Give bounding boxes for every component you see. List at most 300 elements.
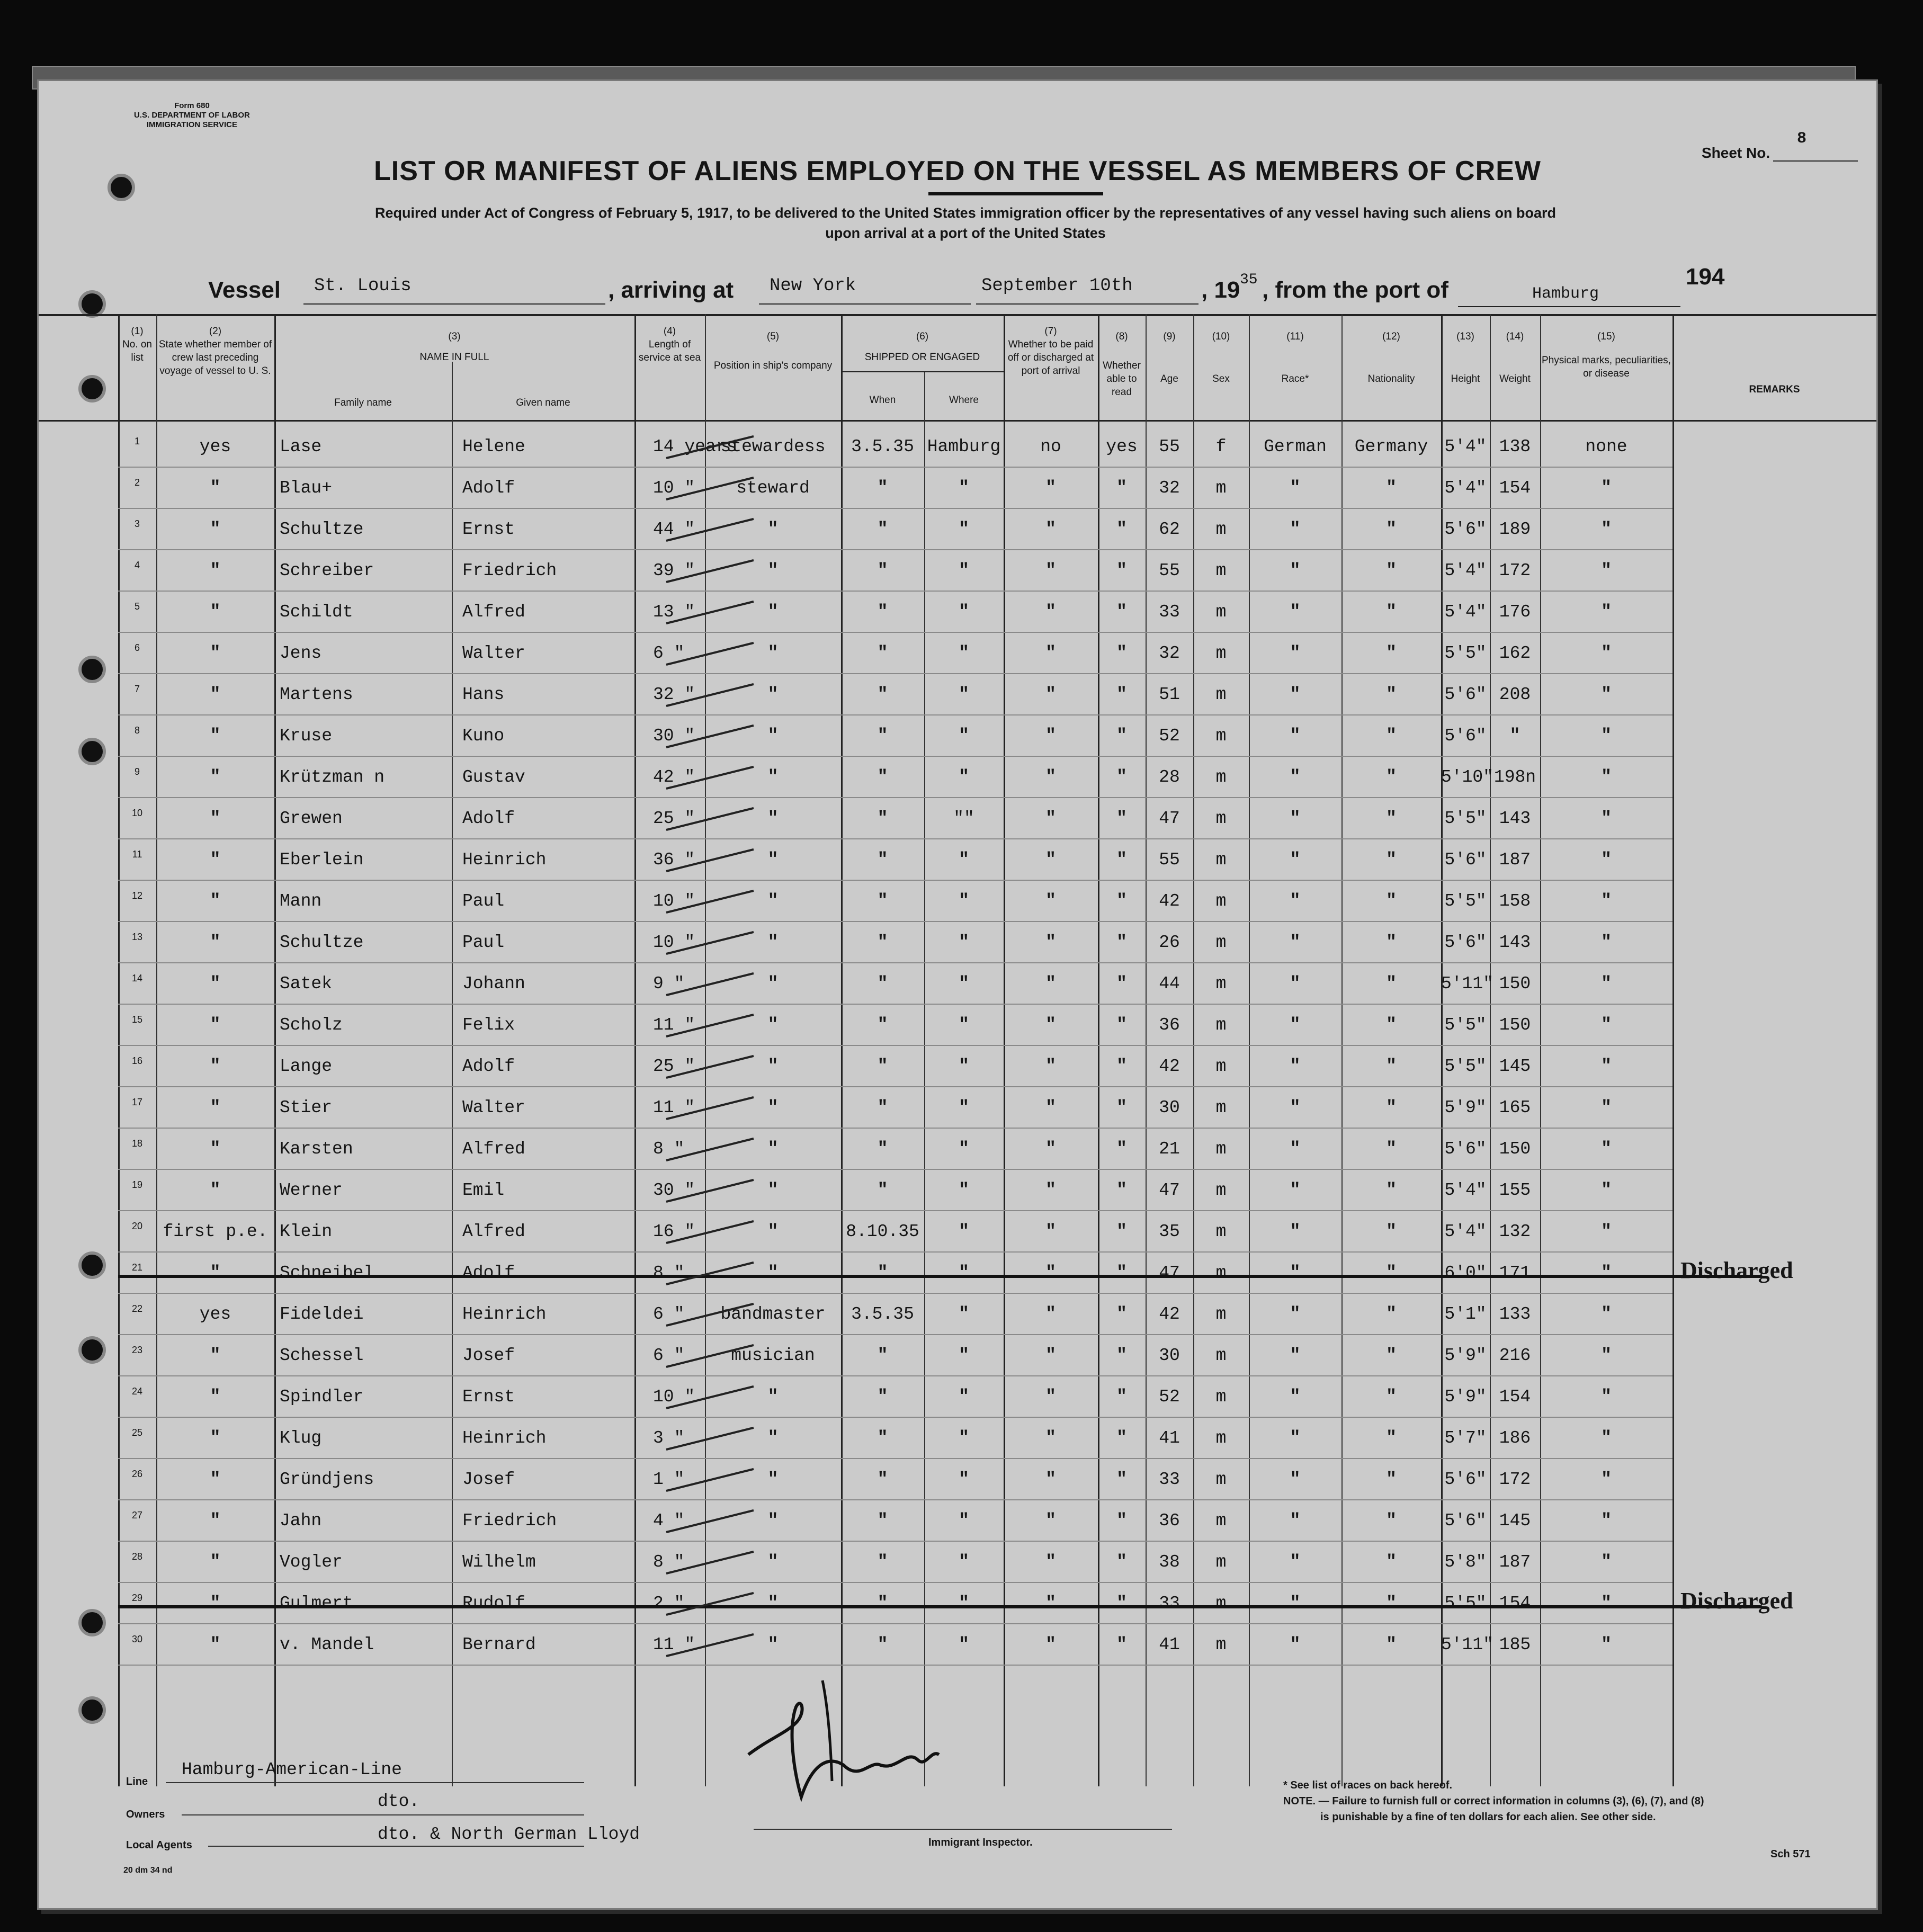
cell-voyage: " <box>210 1263 221 1283</box>
cell-paid: " <box>1045 478 1056 498</box>
cell-height: 5'6" <box>1444 685 1487 704</box>
cell-race: " <box>1290 809 1301 828</box>
col12-header <box>1341 330 1441 386</box>
cell-marks: " <box>1601 602 1612 622</box>
cell-service: 8 " <box>653 1139 685 1159</box>
cell-when: " <box>877 1263 888 1283</box>
cell-position: " <box>767 1222 779 1241</box>
cell-family: Scholz <box>280 1015 343 1035</box>
cell-when: " <box>877 1470 888 1489</box>
binder-hole-icon <box>78 1696 106 1724</box>
cell-given: Emil <box>462 1180 505 1200</box>
cell-marks: " <box>1601 1222 1612 1241</box>
cell-height: 5'4" <box>1444 561 1487 580</box>
cell-race: " <box>1290 1057 1301 1076</box>
cell-marks: none <box>1585 437 1627 457</box>
owners-label: Owners <box>126 1809 165 1820</box>
cell-height: 5'9" <box>1444 1098 1487 1117</box>
cell-where: " <box>959 602 969 622</box>
cell-nationality: " <box>1386 1552 1397 1572</box>
cell-height: 5'7" <box>1444 1428 1487 1448</box>
col13-title: Height <box>1451 373 1480 384</box>
cell-nationality: Germany <box>1354 437 1428 457</box>
arrival-date: September 10th <box>981 276 1133 296</box>
cell-age: 32 <box>1159 478 1180 498</box>
cell-weight: 154 <box>1499 478 1531 498</box>
cell-voyage: " <box>210 933 221 952</box>
cell-marks: " <box>1601 809 1612 828</box>
cell-where: " <box>959 891 969 911</box>
agents-value: dto. & North German Lloyd <box>378 1824 640 1844</box>
cell-paid: no <box>1040 437 1061 457</box>
cell-family: Krützman n <box>280 767 385 787</box>
cell-position: " <box>767 1139 779 1159</box>
cell-marks: " <box>1601 643 1612 663</box>
cell-height: 5'1" <box>1444 1304 1487 1324</box>
cell-nationality: " <box>1386 520 1397 539</box>
cell-nationality: " <box>1386 767 1397 787</box>
cell-voyage: " <box>210 767 221 787</box>
cell-service: 30 " <box>653 1180 695 1200</box>
binder-hole-icon <box>78 1251 106 1279</box>
cell-read: " <box>1116 809 1127 828</box>
row-number: 17 <box>131 1097 143 1107</box>
cell-weight: 176 <box>1499 602 1531 622</box>
cell-race: " <box>1290 1511 1301 1531</box>
inspector-underline <box>754 1829 1172 1830</box>
col8-header <box>1098 330 1146 399</box>
cell-nationality: " <box>1386 1304 1397 1324</box>
arriving-label: , arriving at <box>608 277 734 303</box>
cell-weight: 216 <box>1499 1346 1531 1365</box>
line-label: Line <box>126 1776 148 1787</box>
row-number: 30 <box>131 1634 143 1644</box>
cell-family: Schildt <box>280 602 353 622</box>
cell-nationality: " <box>1386 809 1397 828</box>
cell-sex: m <box>1215 1180 1227 1200</box>
cell-weight: 143 <box>1499 933 1531 952</box>
cell-given: Alfred <box>462 1222 525 1241</box>
column-divider <box>118 314 120 1786</box>
cell-paid: " <box>1045 891 1056 911</box>
cell-height: 5'4" <box>1444 478 1487 498</box>
row-number: 24 <box>131 1386 143 1397</box>
cell-marks: " <box>1601 1552 1612 1572</box>
col9-number: (9) <box>1163 331 1176 342</box>
cell-marks: " <box>1601 726 1612 746</box>
cell-nationality: " <box>1386 850 1397 870</box>
cell-nationality: " <box>1386 1098 1397 1117</box>
row-rule <box>118 467 1672 468</box>
cell-race: " <box>1290 1180 1301 1200</box>
cell-where: " <box>959 933 969 952</box>
cell-voyage: " <box>210 1552 221 1572</box>
cell-voyage: " <box>210 520 221 539</box>
cell-service: 11 " <box>653 1635 695 1654</box>
row-number: 23 <box>131 1345 143 1355</box>
print-code: 20 dm 34 nd <box>123 1866 173 1875</box>
cell-where: " <box>959 1387 969 1407</box>
cell-race: " <box>1290 1635 1301 1654</box>
cell-voyage: " <box>210 685 221 704</box>
cell-position: " <box>767 726 779 746</box>
cell-race: " <box>1290 1098 1301 1117</box>
cell-age: 42 <box>1159 1304 1180 1324</box>
cell-where: " <box>959 1511 969 1531</box>
cell-paid: " <box>1045 1057 1056 1076</box>
cell-race: " <box>1290 1139 1301 1159</box>
cell-read: " <box>1116 1263 1127 1283</box>
cell-read: " <box>1116 478 1127 498</box>
col5-title: Position in ship's company <box>713 360 833 371</box>
cell-nationality: " <box>1386 1511 1397 1531</box>
cell-when: " <box>877 520 888 539</box>
cell-marks: " <box>1601 1263 1612 1283</box>
column-divider <box>274 314 276 1786</box>
col14-header <box>1490 330 1540 386</box>
row-number: 28 <box>131 1551 143 1562</box>
row-rule <box>118 549 1672 550</box>
cell-sex: m <box>1215 726 1227 746</box>
cell-weight: 150 <box>1499 1139 1531 1159</box>
cell-read: " <box>1116 602 1127 622</box>
cell-read: " <box>1116 561 1127 580</box>
cell-where: " <box>959 1015 969 1035</box>
cell-service: 11 " <box>653 1015 695 1035</box>
cell-marks: " <box>1601 850 1612 870</box>
cell-sex: m <box>1215 602 1227 622</box>
cell-marks: " <box>1601 767 1612 787</box>
cell-sex: m <box>1215 1057 1227 1076</box>
races-note: * See list of races on back hereof. <box>1283 1779 1453 1791</box>
cell-weight: 132 <box>1499 1222 1531 1241</box>
row-number: 2 <box>134 477 140 488</box>
arriving-port: New York <box>770 276 856 296</box>
cell-read: " <box>1116 1594 1127 1613</box>
cell-where: " <box>959 520 969 539</box>
cell-weight: 133 <box>1499 1304 1531 1324</box>
cell-when: " <box>877 561 888 580</box>
cell-nationality: " <box>1386 1346 1397 1365</box>
cell-position: " <box>767 809 779 828</box>
cell-paid: " <box>1045 1470 1056 1489</box>
cell-service: 11 " <box>653 1098 695 1117</box>
cell-where: " <box>959 478 969 498</box>
cell-height: 5'4" <box>1444 437 1487 457</box>
cell-read: " <box>1116 1139 1127 1159</box>
cell-race: " <box>1290 1552 1301 1572</box>
cell-weight: 189 <box>1499 520 1531 539</box>
port-underline <box>1458 306 1680 307</box>
cell-where: " <box>959 1263 969 1283</box>
cell-height: 5'5" <box>1444 809 1487 828</box>
cell-given: Gustav <box>462 767 525 787</box>
cell-age: 55 <box>1159 437 1180 457</box>
cell-given: Paul <box>462 891 505 911</box>
cell-voyage: first p.e. <box>163 1222 268 1241</box>
form-number: Form 680 <box>174 101 210 110</box>
cell-marks: " <box>1601 891 1612 911</box>
cell-read: " <box>1116 1428 1127 1448</box>
manifest-sheet <box>37 79 1878 1910</box>
agents-label: Local Agents <box>126 1839 192 1851</box>
row-number: 4 <box>134 560 140 570</box>
row-rule <box>118 880 1672 881</box>
cell-given: Adolf <box>462 1057 515 1076</box>
cell-age: 38 <box>1159 1552 1180 1572</box>
cell-read: " <box>1116 974 1127 994</box>
cell-voyage: " <box>210 809 221 828</box>
cell-age: 41 <box>1159 1635 1180 1654</box>
col6-title: SHIPPED OR ENGAGED <box>864 352 980 363</box>
cell-read: " <box>1116 1304 1127 1324</box>
column-divider <box>452 362 453 1786</box>
cell-where: " <box>959 1428 969 1448</box>
binder-hole-icon <box>78 738 106 765</box>
cell-family: Fideldei <box>280 1304 364 1324</box>
col9-title: Age <box>1160 373 1178 384</box>
cell-age: 32 <box>1159 643 1180 663</box>
cell-age: 47 <box>1159 809 1180 828</box>
row-rule <box>118 673 1672 674</box>
cell-given: Hans <box>462 685 505 704</box>
title-rule <box>928 192 1103 195</box>
cell-where: " <box>959 767 969 787</box>
cell-family: Karsten <box>280 1139 353 1159</box>
cell-read: " <box>1116 1015 1127 1035</box>
cell-weight: 185 <box>1499 1635 1531 1654</box>
cell-where: " <box>959 726 969 746</box>
cell-age: 55 <box>1159 850 1180 870</box>
cell-given: Heinrich <box>462 1428 547 1448</box>
cell-family: Martens <box>280 685 353 704</box>
col7-title: Whether to be paid off or discharged at port of arrival <box>1007 339 1094 377</box>
cell-where: " <box>959 643 969 663</box>
cell-where: " <box>959 1304 969 1324</box>
cell-height: 5'6" <box>1444 850 1487 870</box>
cell-where: " <box>959 1180 969 1200</box>
cell-given: Alfred <box>462 602 525 622</box>
cell-where: " <box>959 1222 969 1241</box>
cell-position: " <box>767 1180 779 1200</box>
cell-nationality: " <box>1386 1180 1397 1200</box>
cell-read: " <box>1116 685 1127 704</box>
row-rule <box>118 1210 1672 1211</box>
col13-header <box>1441 330 1490 386</box>
cell-height: 5'4" <box>1444 602 1487 622</box>
cell-nationality: " <box>1386 1635 1397 1654</box>
cell-read: " <box>1116 1387 1127 1407</box>
cell-voyage: " <box>210 643 221 663</box>
shipped-subheader-rule <box>841 371 1004 372</box>
cell-voyage: " <box>210 1387 221 1407</box>
row-rule <box>118 1128 1672 1129</box>
cell-service: 30 " <box>653 726 695 746</box>
row-number: 19 <box>131 1179 143 1190</box>
col11-number: (11) <box>1286 331 1304 342</box>
row-rule <box>118 1582 1672 1583</box>
col4-title: Length of service at sea <box>638 339 701 363</box>
cell-sex: m <box>1215 850 1227 870</box>
cell-race: " <box>1290 933 1301 952</box>
cell-when: " <box>877 1139 888 1159</box>
cell-sex: m <box>1215 933 1227 952</box>
cell-paid: " <box>1045 726 1056 746</box>
cell-where: " <box>959 850 969 870</box>
cell-paid: " <box>1045 850 1056 870</box>
cell-age: 33 <box>1159 1470 1180 1489</box>
row-rule <box>118 1251 1672 1253</box>
row-number: 20 <box>131 1221 143 1231</box>
cell-sex: m <box>1215 685 1227 704</box>
cell-given: Felix <box>462 1015 515 1035</box>
cell-paid: " <box>1045 767 1056 787</box>
row-number: 27 <box>131 1510 143 1520</box>
cell-when: " <box>877 974 888 994</box>
col1-title: No. on list <box>122 339 152 363</box>
cell-given: Josef <box>462 1470 515 1489</box>
cell-race: " <box>1290 685 1301 704</box>
cell-sex: m <box>1215 1263 1227 1283</box>
cell-position: " <box>767 1057 779 1076</box>
cell-marks: " <box>1601 685 1612 704</box>
cell-voyage: " <box>210 726 221 746</box>
row-rule <box>118 1375 1672 1376</box>
cell-height: 5'11" <box>1441 974 1494 994</box>
cell-where: " <box>959 1594 969 1613</box>
cell-given: Friedrich <box>462 1511 557 1531</box>
cell-sex: m <box>1215 1552 1227 1572</box>
cell-where: " <box>959 1552 969 1572</box>
row-rule <box>118 591 1672 592</box>
cell-given: Heinrich <box>462 1304 547 1324</box>
cell-marks: " <box>1601 1139 1612 1159</box>
cell-voyage: " <box>210 478 221 498</box>
cell-voyage: " <box>210 1057 221 1076</box>
cell-paid: " <box>1045 1346 1056 1365</box>
cell-voyage: " <box>210 1470 221 1489</box>
cell-sex: m <box>1215 643 1227 663</box>
cell-given: Walter <box>462 1098 525 1117</box>
vessel-underline <box>303 303 605 305</box>
row-rule <box>118 1458 1672 1459</box>
cell-given: Ernst <box>462 520 515 539</box>
cell-family: Gründjens <box>280 1470 374 1489</box>
cell-family: Eberlein <box>280 850 364 870</box>
strikethrough-line <box>118 1275 1760 1278</box>
cell-height: 6'0" <box>1444 1263 1487 1283</box>
cell-marks: " <box>1601 520 1612 539</box>
cell-weight: 208 <box>1499 685 1531 704</box>
cell-paid: " <box>1045 1552 1056 1572</box>
cell-sex: m <box>1215 809 1227 828</box>
where-header: Where <box>949 395 979 406</box>
subtitle-line-2: upon arrival at a port of the United States <box>825 225 1106 241</box>
cell-weight: 187 <box>1499 850 1531 870</box>
cell-where: Hamburg <box>927 437 1001 457</box>
cell-weight: 172 <box>1499 1470 1531 1489</box>
sheet-label: Sheet No. <box>1702 145 1770 161</box>
cell-height: 5'5" <box>1444 1057 1487 1076</box>
cell-paid: " <box>1045 602 1056 622</box>
cell-voyage: " <box>210 1139 221 1159</box>
cell-marks: " <box>1601 1304 1612 1324</box>
cell-sex: m <box>1215 561 1227 580</box>
row-number: 26 <box>131 1469 143 1479</box>
cell-where: " <box>959 1098 969 1117</box>
row-number: 14 <box>131 973 143 983</box>
col6-number: (6) <box>916 331 929 342</box>
row-rule <box>118 1541 1672 1542</box>
cell-sex: m <box>1215 974 1227 994</box>
row-number: 18 <box>131 1138 143 1149</box>
cell-read: " <box>1116 933 1127 952</box>
cell-paid: " <box>1045 1180 1056 1200</box>
cell-read: " <box>1116 520 1127 539</box>
cell-marks: " <box>1601 1057 1612 1076</box>
cell-sex: m <box>1215 767 1227 787</box>
col2-number: (2) <box>209 326 222 337</box>
col15-number: (15) <box>1597 331 1615 342</box>
cell-paid: " <box>1045 1428 1056 1448</box>
cell-paid: " <box>1045 1635 1056 1654</box>
cell-service: 1 " <box>653 1470 685 1489</box>
cell-read: " <box>1116 1180 1127 1200</box>
col4-header <box>634 325 705 364</box>
cell-sex: m <box>1215 1635 1227 1654</box>
cell-when: " <box>877 1098 888 1117</box>
column-divider <box>1672 314 1674 1786</box>
cell-nationality: " <box>1386 1015 1397 1035</box>
cell-position: " <box>767 1387 779 1407</box>
cell-paid: " <box>1045 1511 1056 1531</box>
cell-paid: " <box>1045 1594 1056 1613</box>
cell-age: 33 <box>1159 1594 1180 1613</box>
row-number: 9 <box>134 766 140 777</box>
col3-header <box>274 330 634 364</box>
penalty-note-2: is punishable by a fine of ten dollars for each alien. See other side. <box>1320 1811 1656 1823</box>
cell-read: " <box>1116 891 1127 911</box>
cell-when: 3.5.35 <box>851 437 914 457</box>
cell-nationality: " <box>1386 974 1397 994</box>
cell-voyage: " <box>210 1180 221 1200</box>
cell-age: 42 <box>1159 891 1180 911</box>
binder-hole-icon <box>78 1609 106 1636</box>
cell-paid: " <box>1045 561 1056 580</box>
year-suffix: 35 <box>1240 272 1258 288</box>
form-identifier <box>134 101 250 130</box>
cell-read: " <box>1116 1222 1127 1241</box>
cell-voyage: yes <box>199 1304 231 1324</box>
cell-age: 30 <box>1159 1346 1180 1365</box>
cell-race: German <box>1264 437 1327 457</box>
cell-weight: 171 <box>1499 1263 1531 1283</box>
col1-number: (1) <box>131 326 144 337</box>
cell-service: 16 " <box>653 1222 695 1241</box>
cell-position: " <box>767 602 779 622</box>
sheet-number: 8 <box>1797 130 1807 148</box>
cell-height: 5'5" <box>1444 643 1487 663</box>
cell-given: Adolf <box>462 478 515 498</box>
cell-voyage: yes <box>199 437 231 457</box>
cell-height: 5'6" <box>1444 726 1487 746</box>
row-number: 6 <box>134 642 140 653</box>
subtitle-line-1: Required under Act of Congress of February 5, 1917, to be delivered to the United States immigration officer by the representatives of any vessel having such aliens on board <box>374 205 1557 221</box>
cell-service: 25 " <box>653 1057 695 1076</box>
cell-read: yes <box>1106 437 1138 457</box>
cell-voyage: " <box>210 891 221 911</box>
cell-read: " <box>1116 850 1127 870</box>
